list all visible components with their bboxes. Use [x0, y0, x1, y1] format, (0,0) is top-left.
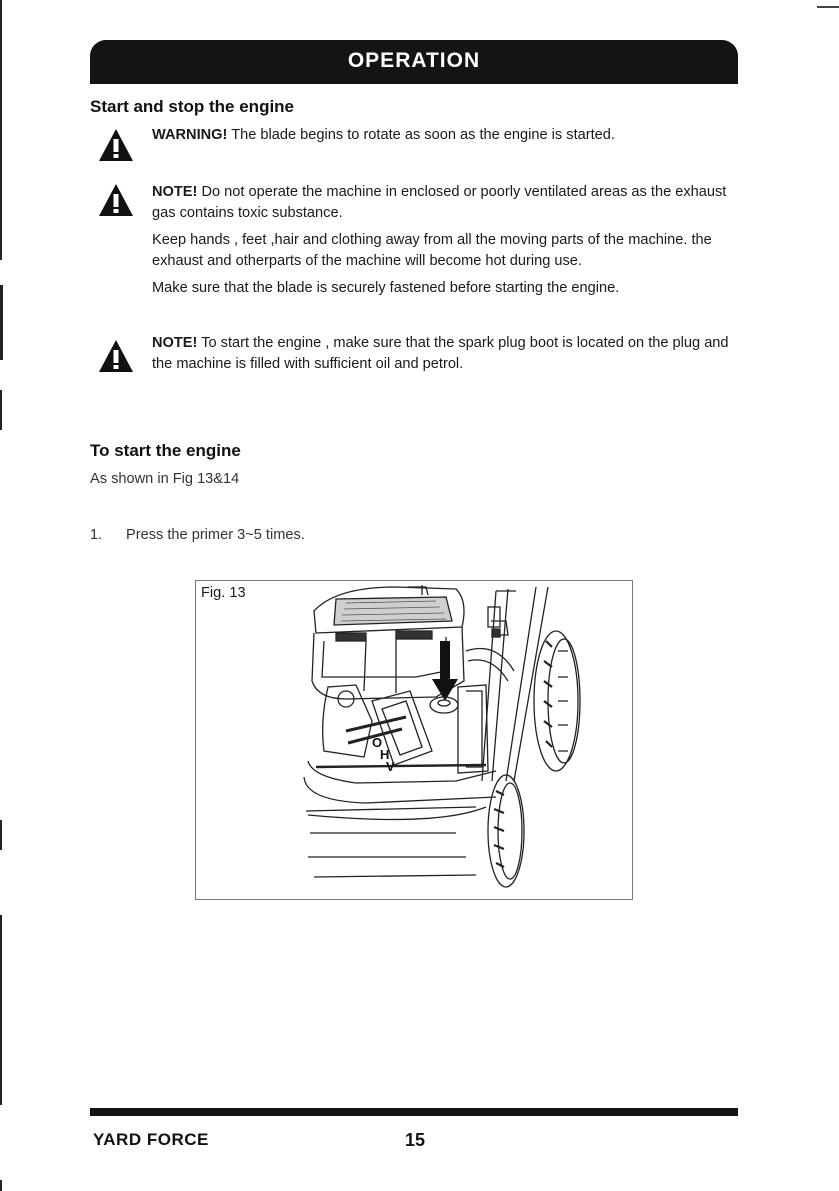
note-label: NOTE! [152, 184, 198, 200]
lawnmower-engine-illustration [196, 581, 633, 900]
brand-logo: YARD FORCE [93, 1130, 209, 1149]
note-block-spark-plug [152, 333, 732, 375]
warning-text: The blade begins to rotate as soon as the engine is started. [231, 127, 615, 143]
note-icon [97, 338, 135, 374]
figure-reference: As shown in Fig 13&14 [90, 471, 240, 487]
section-title-start-stop: Start and stop the engine [90, 97, 295, 116]
warning-label: WARNING! [152, 127, 228, 143]
warning-block [152, 125, 732, 146]
section-title-start-engine: To start the engine [90, 441, 241, 460]
choke-letter-o: O [372, 735, 383, 750]
paragraph-blade-fastened: Make sure that the blade is securely fastened before starting the engine. [152, 280, 620, 296]
choke-letter-h: H [380, 747, 390, 762]
note-text: Do not operate the machine in enclosed or poorly ventilated areas as the exhaust gas contains toxic substance. [152, 184, 727, 221]
step-number: 1. [90, 527, 103, 543]
note-icon [97, 182, 135, 218]
note-label: NOTE! [152, 335, 198, 351]
figure-label: Fig. 13 [201, 585, 246, 601]
step-text: Press the primer 3~5 times. [126, 527, 305, 543]
scan-edge [0, 0, 3, 1191]
warning-icon [97, 127, 135, 163]
page-number: 15 [405, 1130, 426, 1150]
scan-tick [817, 6, 839, 8]
figure-13 [195, 580, 633, 900]
section-header-bar [90, 40, 738, 82]
section-header-title: OPERATION [347, 49, 481, 72]
header-rule [90, 82, 738, 84]
note-block-ventilation [152, 182, 732, 224]
footer-rule [90, 1108, 738, 1116]
choke-letter-v: V [386, 759, 395, 774]
note-text: To start the engine , make sure that the spark plug boot is located on the plug and the machine is filled with sufficient oil and petrol. [152, 335, 729, 372]
paragraph-moving-parts: Keep hands , feet ,hair and clothing away from all the moving parts of the machine. the exhaust and otherparts of the machine will become hot during use. [152, 232, 712, 269]
